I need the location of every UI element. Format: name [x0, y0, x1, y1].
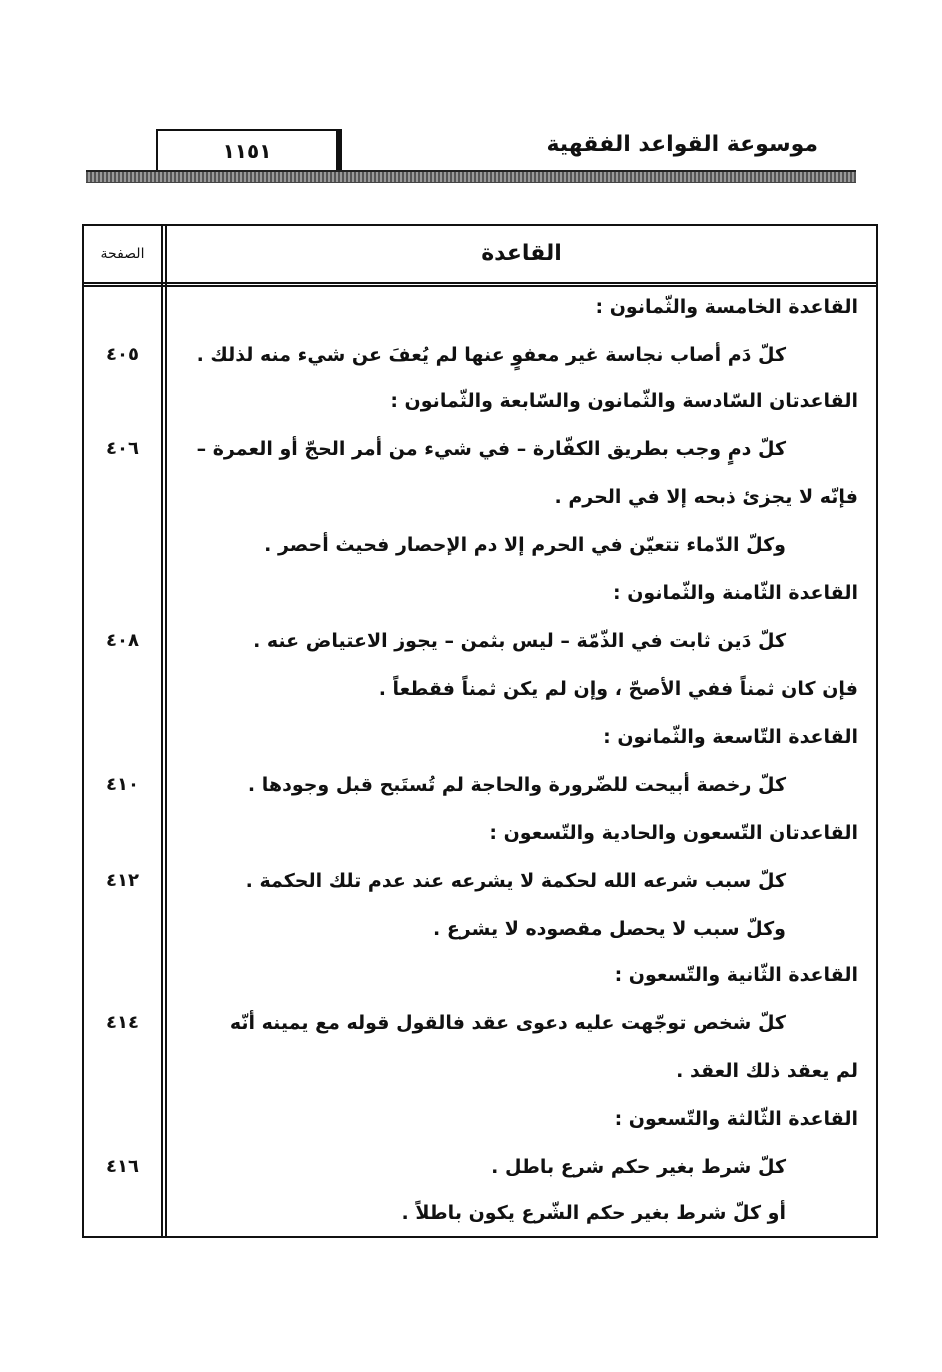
- page-ref: ٤٠٨: [106, 630, 139, 651]
- page-ref: ٤٠٥: [106, 344, 139, 365]
- rule-text: فإنّه لا يجزئ ذبحه إلا في الحرم .: [554, 486, 858, 508]
- rule-text: فإن كان ثمناً ففي الأصحّ ، وإن لم يكن ثمناً فقطعاً .: [378, 678, 858, 700]
- page-ref: ٤١٤: [106, 1012, 139, 1033]
- rule-heading: القاعدة التّاسعة والثّمانون :: [603, 726, 858, 748]
- rule-text: كلّ دَين ثابت في الذّمّة – ليس بثمن – يجوز الاعتياض عنه .: [253, 630, 786, 652]
- rule-heading: القاعدتان التّسعون والحادية والتّسعون :: [489, 822, 858, 844]
- page-number: ١١٥١: [222, 139, 272, 163]
- rule-text: لم يعقد ذلك العقد .: [676, 1060, 858, 1082]
- page-ref: ٤١٠: [106, 774, 139, 795]
- rule-text: أو كلّ شرط بغير حكم الشّرع يكون باطلاً .: [401, 1202, 786, 1224]
- page-number-box: [156, 129, 342, 173]
- rule-text: كلّ دمٍ وجب بطريق الكفّارة – في شيء من أمر الحجّ أو العمرة –: [196, 438, 786, 460]
- rule-text: كلّ شخص توجّهت عليه دعوى عقد فالقول قوله مع يمينه أنّه: [229, 1012, 786, 1034]
- rule-text: كلّ دَم أصاب نجاسة غير معفوٍ عنها لم يُعفَ عن شيء منه لذلك .: [196, 344, 786, 366]
- column-divider: [161, 226, 167, 1236]
- page-ref: ٤٠٦: [106, 438, 139, 459]
- column-header-page: الصفحة: [100, 246, 145, 262]
- header-rule: [86, 170, 856, 183]
- rule-text: كلّ رخصة أبيحت للضّرورة والحاجة لم تُستَبح قبل وجودها .: [247, 774, 786, 796]
- page-ref: ٤١٦: [106, 1156, 139, 1177]
- rule-heading: القاعدتان السّادسة والثّمانون والسّابعة والثّمانون :: [390, 390, 858, 412]
- rule-heading: القاعدة الثّانية والتّسعون :: [614, 964, 858, 986]
- rule-text: وكلّ الدّماء تتعيّن في الحرم إلا دم الإحصار فحيث أحصر .: [264, 534, 786, 556]
- rule-text: كلّ شرط بغير حكم شرع باطل .: [491, 1156, 786, 1178]
- column-header-rule: القاعدة: [481, 241, 562, 266]
- book-title: موسوعة القواعد الفقهية: [546, 132, 818, 157]
- header-divider: [84, 282, 876, 287]
- rule-heading: القاعدة الثّالثة والتّسعون :: [614, 1108, 858, 1130]
- page-ref: ٤١٢: [106, 870, 139, 891]
- rule-heading: القاعدة الثّامنة والثّمانون :: [613, 582, 858, 604]
- rules-table: [82, 224, 878, 1238]
- rule-text: كلّ سبب شرعه الله لحكمة لا يشرعه عند عدم تلك الحكمة .: [245, 870, 786, 892]
- rule-text: وكلّ سبب لا يحصل مقصوده لا يشرع .: [432, 918, 786, 940]
- page-header: [86, 126, 856, 182]
- rule-heading: القاعدة الخامسة والثّمانون :: [595, 296, 858, 318]
